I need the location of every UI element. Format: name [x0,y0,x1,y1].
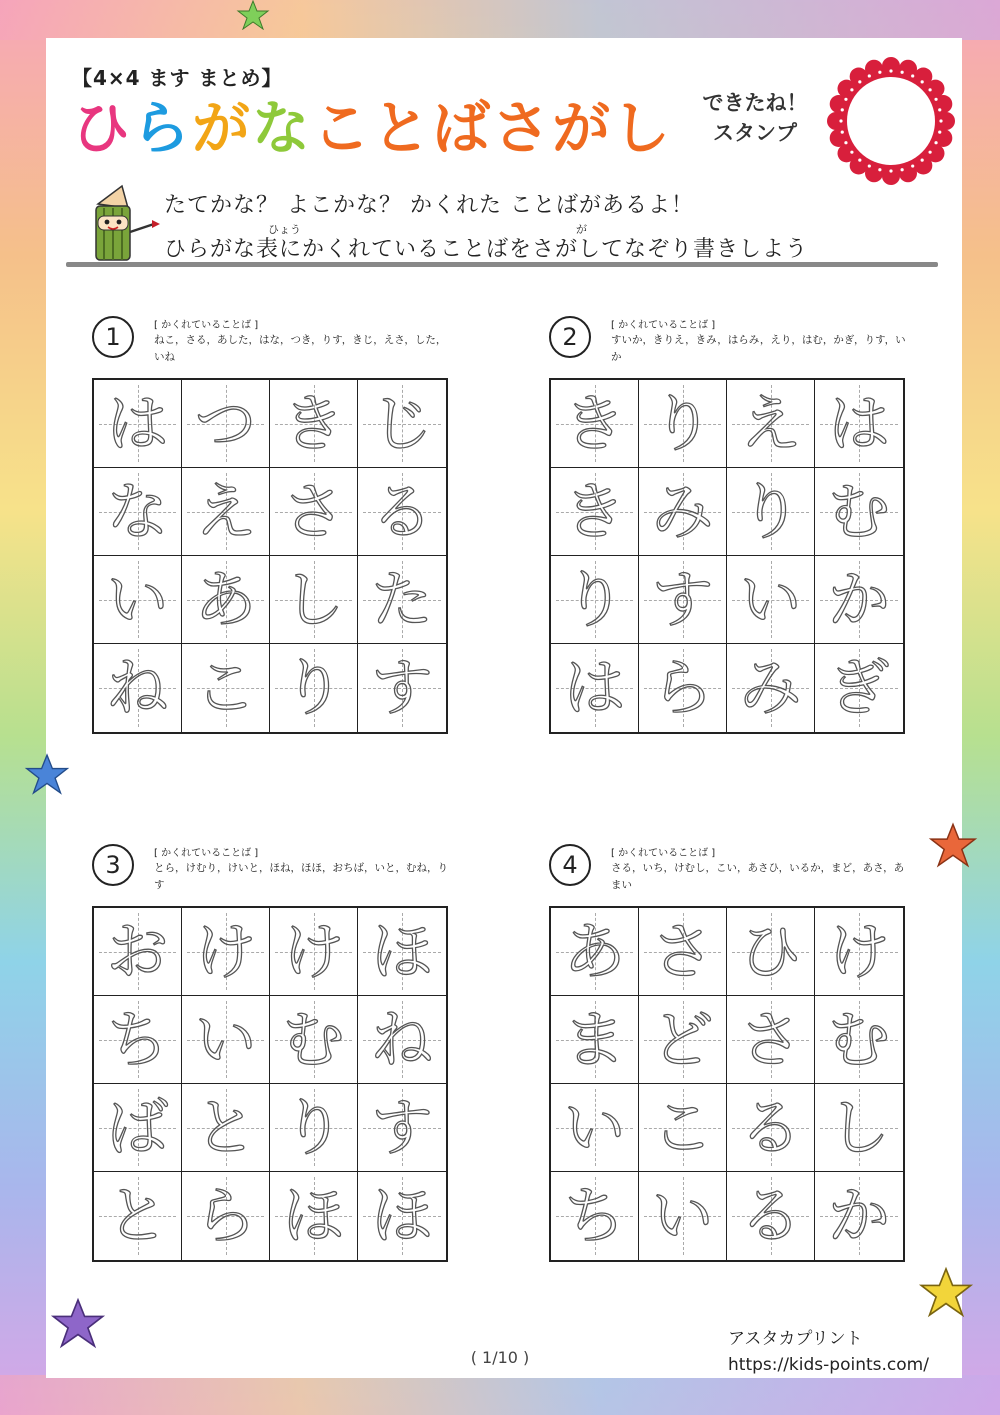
grid-cell [358,644,446,732]
grid-cell [270,468,358,556]
grid-cell [727,644,815,732]
trace-kana: し [282,563,345,636]
trace-kana: け [194,915,257,988]
kana-grid [92,378,448,734]
grid-cell [270,644,358,732]
grid-cell [182,1084,270,1172]
hidden-words-list: とら，けむり，けいと，ほね，ほほ，おちば，いと，むね，りす [154,862,448,891]
title-char: が [192,94,253,162]
grid-cell [815,1172,903,1260]
trace-kana: ね [370,1003,433,1076]
kana-grid [92,906,448,1262]
trace-kana: ち [106,1003,169,1076]
grid-cell [551,644,639,732]
trace-kana: つ [194,387,257,460]
trace-kana: し [827,1091,890,1164]
trace-kana: こ [651,1091,714,1164]
trace-kana: か [827,1179,890,1252]
grid-cell [727,996,815,1084]
grid-cell [94,556,182,644]
trace-kana: ほ [282,1179,345,1252]
trace-kana: む [827,475,890,548]
brand-block [728,1326,929,1378]
trace-kana: み [651,475,714,548]
stamp-label [690,88,820,148]
trace-kana: か [827,563,890,636]
grid-cell [551,556,639,644]
grid-cell [270,556,358,644]
stamp-label-line: できたね！ [702,91,808,115]
trace-kana: こ [194,651,257,724]
trace-kana: す [370,651,433,724]
trace-kana: と [194,1091,257,1164]
star-icon [928,822,978,868]
grid-cell [270,1084,358,1172]
grid-cell [551,380,639,468]
instruction-line: ひらがな表にかくれていることばをさがしてなぞり書きしよう [164,237,809,262]
puzzle-number: 4 [549,844,591,886]
hidden-words-list: すいか，きりえ，きみ，はらみ，えり，はむ，かぎ，りす，いか [611,334,906,363]
grid-cell [727,556,815,644]
grid-cell [358,996,446,1084]
trace-kana: す [370,1091,433,1164]
grid-cell [551,1084,639,1172]
trace-kana: あ [563,915,626,988]
grid-cell [639,1084,727,1172]
page-number: ( 1/10 ) [470,1348,530,1367]
trace-kana: さ [651,915,714,988]
grid-cell [727,1084,815,1172]
grid-cell [358,908,446,996]
hidden-words-header: [ かくれていることば ] [611,320,716,331]
instruction-line: たてかな？ よこかな？ かくれた ことばがあるよ！ [164,193,694,218]
trace-kana: る [370,475,433,548]
trace-kana: む [282,1003,345,1076]
trace-kana: ぎ [827,651,890,724]
trace-kana: り [739,475,802,548]
header-divider [66,262,938,267]
hidden-words-header: [ かくれていることば ] [154,848,259,859]
trace-kana: り [563,563,626,636]
grid-cell [727,1172,815,1260]
grid-cell [358,468,446,556]
grid-cell [270,908,358,996]
trace-kana: さ [282,475,345,548]
worksheet-tag: 【4×4 ます まとめ】 [72,66,283,90]
grid-cell [94,468,182,556]
hidden-words-list: ねこ，さる，あした，はな，つき，りす，きじ，えさ，した，いね [154,334,447,363]
grid-cell [182,908,270,996]
grid-cell [94,1172,182,1260]
star-icon [24,752,70,796]
trace-kana: ら [194,1179,257,1252]
trace-kana: み [739,651,802,724]
trace-kana: い [194,1003,257,1076]
trace-kana: い [563,1091,626,1164]
grid-cell [639,996,727,1084]
star-icon [918,1266,974,1318]
star-icon [50,1296,106,1350]
trace-kana: さ [739,1003,802,1076]
trace-kana: い [651,1179,714,1252]
trace-kana: り [282,1091,345,1164]
grid-cell [358,1172,446,1260]
grid-cell [639,644,727,732]
grid-cell [270,1172,358,1260]
trace-kana: ま [563,1003,626,1076]
grid-cell [815,908,903,996]
stamp-label-line: スタンプ [713,121,797,145]
grid-cell [94,996,182,1084]
grid-cell [639,1172,727,1260]
trace-kana: お [106,915,169,988]
hidden-words-list: さる，いち，けむし，こい，あさひ，いるか，まど，あさ，あまい [611,862,905,891]
grid-cell [551,996,639,1084]
grid-cell [727,468,815,556]
trace-kana: ど [651,1003,714,1076]
puzzle-number: 3 [92,844,134,886]
grid-cell [639,556,727,644]
trace-kana: ほ [370,1179,433,1252]
star-icon [236,0,270,30]
hidden-words-header: [ かくれていることば ] [611,848,716,859]
grid-cell [94,644,182,732]
grid-cell [94,1084,182,1172]
grid-cell [815,468,903,556]
trace-kana: む [827,1003,890,1076]
puzzle-number: 1 [92,316,134,358]
grid-cell [815,1084,903,1172]
trace-kana: け [827,915,890,988]
grid-cell [94,908,182,996]
furigana: ひょう [268,223,301,236]
grid-cell [358,380,446,468]
kana-grid [549,378,905,734]
trace-kana: り [282,651,345,724]
grid-cell [182,556,270,644]
stamp-ring-icon [826,56,956,186]
trace-kana: き [282,387,345,460]
grid-cell [727,908,815,996]
grid-cell [182,644,270,732]
grid-cell [815,556,903,644]
grid-cell [358,1084,446,1172]
trace-kana: じ [370,387,433,460]
trace-kana: い [739,563,802,636]
trace-kana: す [651,563,714,636]
trace-kana: ち [563,1179,626,1252]
grid-cell [358,556,446,644]
trace-kana: る [739,1179,802,1252]
trace-kana: は [563,651,626,724]
trace-kana: り [651,387,714,460]
grid-cell [551,468,639,556]
grid-cell [727,380,815,468]
grid-cell [815,996,903,1084]
title-char: な [252,94,313,162]
grid-cell [639,468,727,556]
hidden-words-header: [ かくれていることば ] [154,320,259,331]
trace-kana: え [194,475,257,548]
title-char: ら [132,94,193,162]
trace-kana: と [106,1179,169,1252]
kana-grid [549,906,905,1262]
trace-kana: け [282,915,345,988]
trace-kana: ひ [739,915,802,988]
trace-kana: あ [194,563,257,636]
trace-kana: は [106,387,169,460]
grid-cell [551,908,639,996]
grid-cell [270,996,358,1084]
grid-cell [639,908,727,996]
trace-kana: い [106,563,169,636]
trace-kana: ほ [370,915,433,988]
trace-kana: き [563,387,626,460]
furigana: が [576,223,587,236]
trace-kana: ね [106,651,169,724]
trace-kana: た [370,563,433,636]
grid-cell [182,1172,270,1260]
trace-kana: る [739,1091,802,1164]
grid-cell [815,644,903,732]
grid-cell [639,380,727,468]
trace-kana: な [106,475,169,548]
title-char: ひ [72,94,133,162]
brand-url[interactable]: https://kids-points.com/ [728,1355,929,1375]
puzzle-number: 2 [549,316,591,358]
trace-kana: え [739,387,802,460]
grid-cell [182,996,270,1084]
title-main: ことばさがし [312,94,673,162]
grid-cell [182,468,270,556]
grid-cell [182,380,270,468]
brand-name: アスタカプリント [728,1329,863,1349]
trace-kana: ば [106,1091,169,1164]
grid-cell [94,380,182,468]
grid-cell [815,380,903,468]
grid-cell [270,380,358,468]
trace-kana: は [827,387,890,460]
trace-kana: ら [651,651,714,724]
page-title [72,96,672,160]
trace-kana: き [563,475,626,548]
grid-cell [551,1172,639,1260]
pencil-mascot-icon [80,184,162,266]
